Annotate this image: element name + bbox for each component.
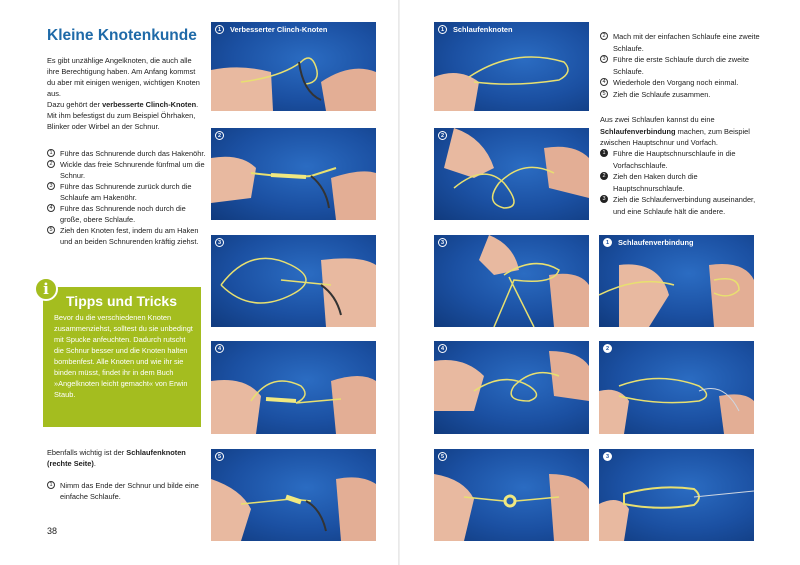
- photo-number: 2: [438, 131, 447, 140]
- list-item: [600, 54, 760, 77]
- step-text: Zieh die Schlaufe zusammen.: [613, 89, 711, 99]
- photo-number: 4: [215, 344, 224, 353]
- step-number: 1: [47, 149, 55, 157]
- photo-title: Schlaufenknoten: [453, 25, 513, 34]
- loop-steps-list: [600, 31, 760, 100]
- list-item: [600, 171, 762, 194]
- photo-clinch-4: [211, 341, 376, 434]
- photo-number: 5: [215, 452, 224, 461]
- photo-number: 4: [438, 344, 447, 353]
- step-text: Mach mit der einfachen Schlaufe eine zweite Schlaufe.: [613, 32, 760, 53]
- step-number: 2: [600, 172, 608, 180]
- outro-sentence-2: .: [93, 459, 96, 468]
- photo-clinch-5: [211, 449, 376, 541]
- photo-illustration: [434, 128, 589, 220]
- photo-caption: [603, 238, 694, 247]
- intro-sentence-1: Es gibt unzählige Angelknoten, die auch alle ihre Berechtigung haben. Am Anfang kommst du aber mit einigen wenigen, wichtigen Knoten aus.: [47, 56, 200, 98]
- connection-intro: [600, 114, 762, 149]
- list-item: [47, 181, 207, 203]
- photo-connection-2: [599, 341, 754, 434]
- photo-clinch-1: [211, 22, 376, 111]
- outro-sentence-1: Ebenfalls wichtig ist der: [47, 448, 127, 457]
- step-number: 1: [47, 481, 55, 489]
- step-number: 5: [600, 90, 608, 98]
- photo-caption: [215, 452, 230, 461]
- step-number: 1: [600, 149, 608, 157]
- connection-sentence-2: machen, zum Beispiel zwischen Hauptschnur und Vorfach.: [600, 126, 750, 147]
- step-number: 4: [47, 204, 55, 212]
- photo-illustration: [434, 341, 589, 434]
- step-text: Führe das Schnurende noch durch die große, obere Schlaufe.: [60, 204, 186, 224]
- connection-name: Schlaufenverbindung: [600, 126, 676, 136]
- list-item: [600, 194, 762, 217]
- photo-illustration: [211, 449, 376, 541]
- photo-number: 3: [215, 238, 224, 247]
- step-number: 2: [47, 160, 55, 168]
- photo-loop-5: [434, 449, 589, 541]
- step-text: Wiederhole den Vorgang noch einmal.: [613, 78, 739, 87]
- photo-caption: [603, 452, 618, 461]
- photo-illustration: [599, 235, 754, 327]
- photo-loop-3: [434, 235, 589, 327]
- photo-number: 2: [603, 344, 612, 353]
- photo-illustration: [599, 449, 754, 541]
- photo-caption: [438, 131, 453, 140]
- list-item: [600, 89, 760, 101]
- photo-title: Verbesserter Clinch-Knoten: [230, 25, 328, 34]
- step-text: Führe die erste Schlaufe durch die zweite Schlaufe.: [613, 55, 749, 76]
- list-item: [47, 225, 207, 247]
- photo-illustration: [434, 22, 589, 111]
- photo-illustration: [211, 22, 376, 111]
- photo-caption: [438, 452, 453, 461]
- step-text: Nimm das Ende der Schnur und bilde eine einfache Schlaufe.: [60, 481, 199, 501]
- photo-caption: [438, 25, 513, 34]
- step-text: Führe das Schnurende durch das Hakenöhr.: [60, 149, 206, 158]
- photo-connection-1: [599, 235, 754, 327]
- list-item: [600, 77, 760, 89]
- step-text: Zieh den Haken durch die Hauptschnurschlaufe.: [613, 172, 698, 193]
- photo-number: 5: [438, 452, 447, 461]
- clinch-steps-list: [47, 148, 207, 247]
- photo-caption: [215, 131, 230, 140]
- photo-number: 1: [215, 25, 224, 34]
- step-number: 3: [600, 195, 608, 203]
- step-text: Führe das Schnurende zurück durch die Schlaufe am Hakenöhr.: [60, 182, 192, 202]
- list-item: [47, 159, 207, 181]
- photo-caption: [438, 238, 453, 247]
- photo-title: Schlaufenverbindung: [618, 238, 694, 247]
- list-item: [47, 203, 207, 225]
- step-text: Zieh die Schlaufenverbindung auseinander, und eine Schlaufe hält die andere.: [613, 195, 756, 216]
- list-item: [600, 148, 762, 171]
- list-item: [600, 31, 760, 54]
- step-number: 3: [600, 55, 608, 63]
- right-page: [400, 0, 800, 565]
- photo-loop-2: [434, 128, 589, 220]
- photo-caption: [215, 344, 230, 353]
- list-item: [47, 148, 207, 159]
- step-text: Zieh den Knoten fest, indem du am Haken und an beiden Schnurenden kräftig ziehst.: [60, 226, 199, 246]
- connection-steps-list: [600, 148, 762, 217]
- photo-loop-4: [434, 341, 589, 434]
- photo-number: 1: [603, 238, 612, 247]
- step-number: 3: [47, 182, 55, 190]
- photo-illustration: [599, 341, 754, 434]
- photo-number: 1: [438, 25, 447, 34]
- tips-text: Bevor du die verschiedenen Knoten zusammenziehst, solltest du sie unbedingt mit Spucke anfeuchten. Dadurch rutscht die Schnur besser und die Knoten halten bombenfest. Alle Knoten und wie ihr sie binden müsst, findet ihr in dem Buch »Angelknoten leicht gemacht« von Erwin Staub.: [54, 313, 193, 399]
- photo-caption: [215, 238, 230, 247]
- intro-knot-name: verbesserte Clinch-Knoten: [102, 100, 197, 109]
- photo-illustration: [434, 235, 589, 327]
- intro-sentence-2: Dazu gehört der: [47, 100, 103, 109]
- outro-text: [47, 447, 207, 469]
- page-number: 38: [47, 526, 58, 536]
- intro-sentence-3: . Mit ihm befestigst du zum Beispiel Öhrhaken, Blinker oder Wirbel an der Schnur.: [47, 100, 199, 131]
- photo-loop-1: [434, 22, 589, 111]
- photo-clinch-3: [211, 235, 376, 327]
- intro-text: [47, 55, 205, 132]
- photo-illustration: [211, 235, 376, 327]
- photo-number: 3: [438, 238, 447, 247]
- step-number: 4: [600, 78, 608, 86]
- photo-number: 3: [603, 452, 612, 461]
- photo-illustration: [211, 128, 376, 220]
- photo-illustration: [434, 449, 589, 541]
- outro-knot-name: Schlaufenknoten (rechte Seite): [47, 448, 186, 468]
- connection-sentence-1: Aus zwei Schlaufen kannst du eine: [600, 115, 715, 124]
- tips-title: Tipps und Tricks: [66, 293, 177, 309]
- photo-caption: [215, 25, 327, 34]
- photo-caption: [438, 344, 453, 353]
- photo-clinch-2: [211, 128, 376, 220]
- page-title: Kleine Knotenkunde: [47, 27, 197, 44]
- step-number: 5: [47, 226, 55, 234]
- loop-step-1: [47, 480, 207, 502]
- tips-box: [43, 280, 201, 427]
- step-text: Führe die Hauptschnurschlaufe in die Vorfachschlaufe.: [613, 149, 736, 170]
- info-icon: i: [34, 277, 58, 301]
- step-number: 2: [600, 32, 608, 40]
- photo-number: 2: [215, 131, 224, 140]
- photo-connection-3: [599, 449, 754, 541]
- photo-caption: [603, 344, 618, 353]
- photo-illustration: [211, 341, 376, 434]
- step-text: Wickle das freie Schnurende fünfmal um die Schnur.: [60, 160, 205, 180]
